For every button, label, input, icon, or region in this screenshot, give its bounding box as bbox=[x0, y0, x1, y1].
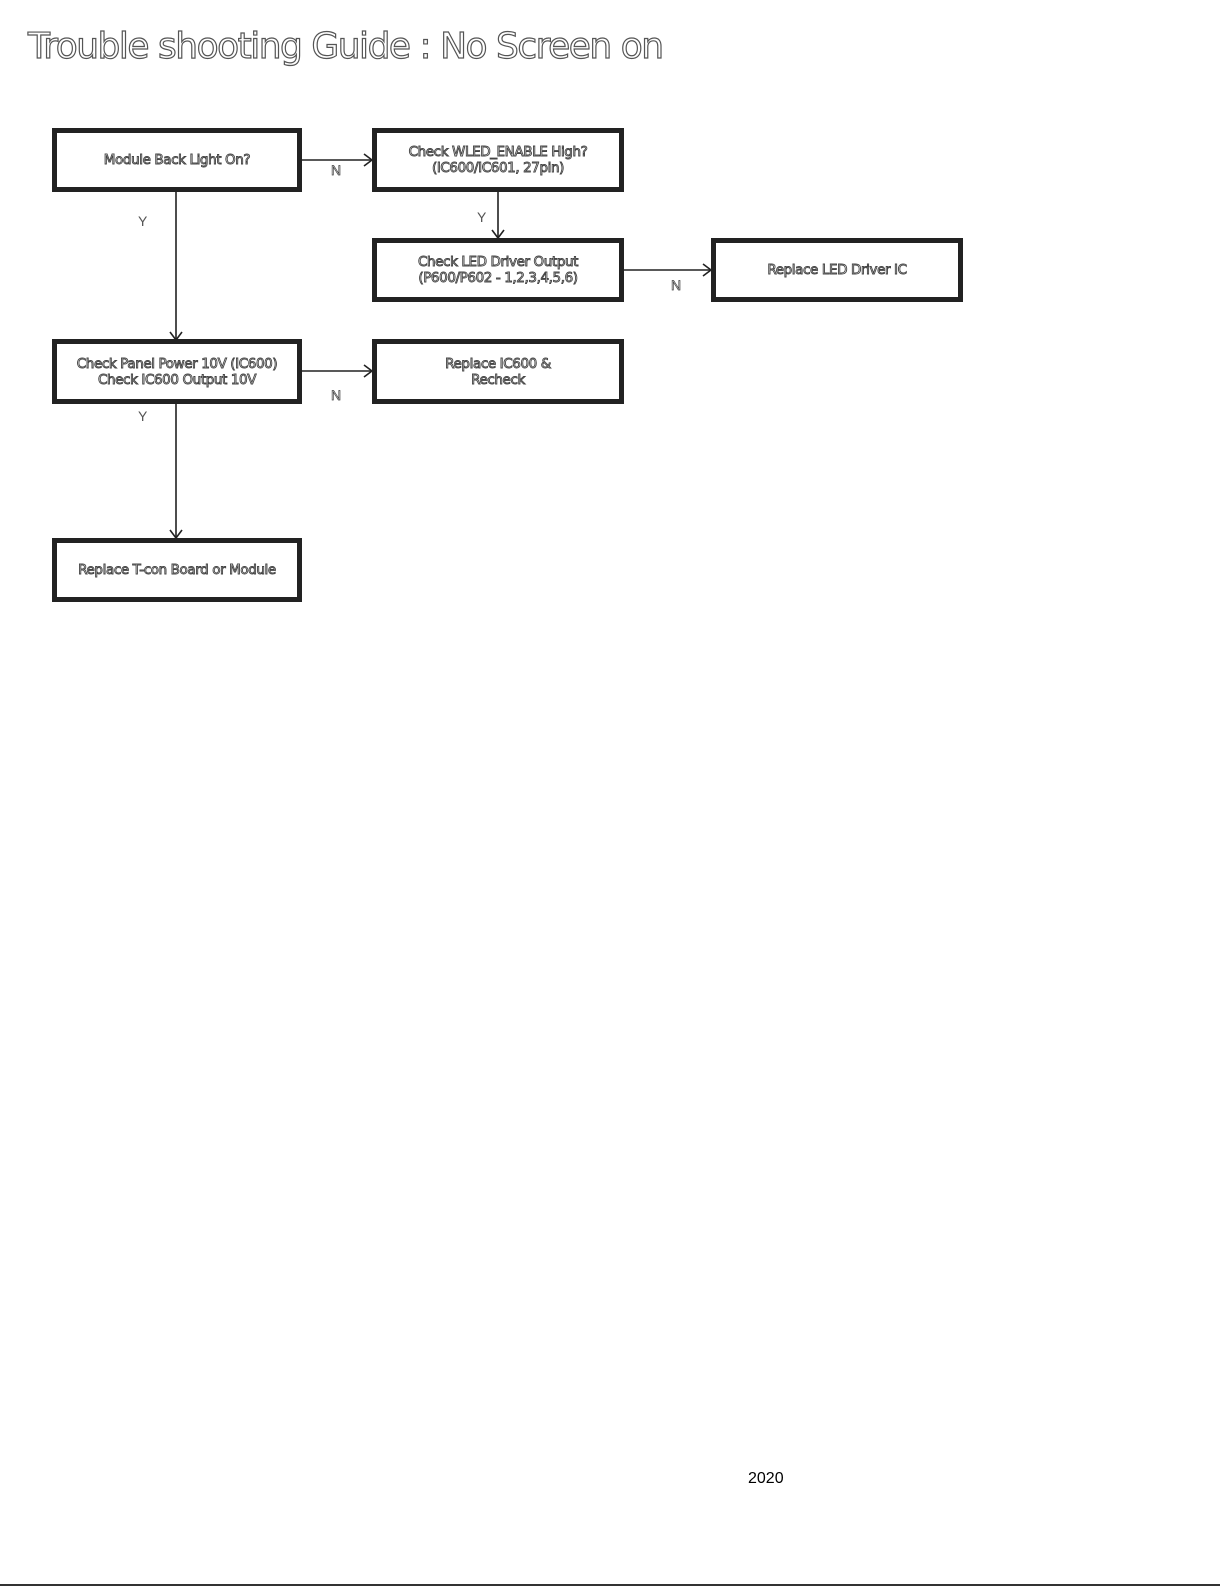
box-replace-ic600-line1: Replace IC600 & bbox=[445, 355, 551, 372]
box-check-led-driver-output bbox=[372, 238, 624, 302]
box-check-panel-power bbox=[52, 339, 302, 404]
label-no-led-driver: N bbox=[671, 277, 682, 293]
label-no-backlight: N bbox=[331, 162, 342, 178]
box-replace-tcon bbox=[52, 538, 302, 602]
box-check-wled-enable-line2: (IC600/IC601, 27pin) bbox=[431, 160, 565, 176]
box-replace-led-driver-ic-text: Replace LED Driver IC bbox=[767, 262, 907, 278]
label-no-panel-power: N bbox=[331, 387, 342, 403]
box-replace-ic600-line2: Recheck bbox=[471, 371, 525, 388]
box-check-panel-power-line2: Check IC600 Output 10V bbox=[97, 371, 257, 388]
box-module-backlight-text: Module Back Light On? bbox=[103, 152, 251, 168]
page-title: Trouble shooting Guide : No Screen on bbox=[28, 26, 663, 67]
box-check-led-driver-output-line2: (P600/P602 - 1,2,3,4,5,6) bbox=[418, 270, 578, 286]
box-replace-led-driver-ic bbox=[711, 238, 963, 302]
box-check-wled-enable bbox=[372, 128, 624, 192]
box-check-led-driver-output-line1: Check LED Driver Output bbox=[417, 254, 579, 270]
label-yes-backlight: Y bbox=[138, 213, 148, 229]
box-replace-tcon-text: Replace T-con Board or Module bbox=[78, 562, 276, 578]
box-check-wled-enable-line1: Check WLED_ENABLE High? bbox=[408, 144, 588, 160]
label-yes-panel-power: Y bbox=[138, 408, 148, 424]
box-replace-ic600 bbox=[372, 339, 624, 404]
label-yes-wled: Y bbox=[477, 209, 487, 225]
box-module-backlight bbox=[52, 128, 302, 192]
footer-year: 2020 bbox=[748, 1470, 784, 1487]
footer-divider bbox=[0, 1584, 1220, 1586]
box-check-panel-power-line1: Check Panel Power 10V (IC600) bbox=[76, 355, 278, 372]
